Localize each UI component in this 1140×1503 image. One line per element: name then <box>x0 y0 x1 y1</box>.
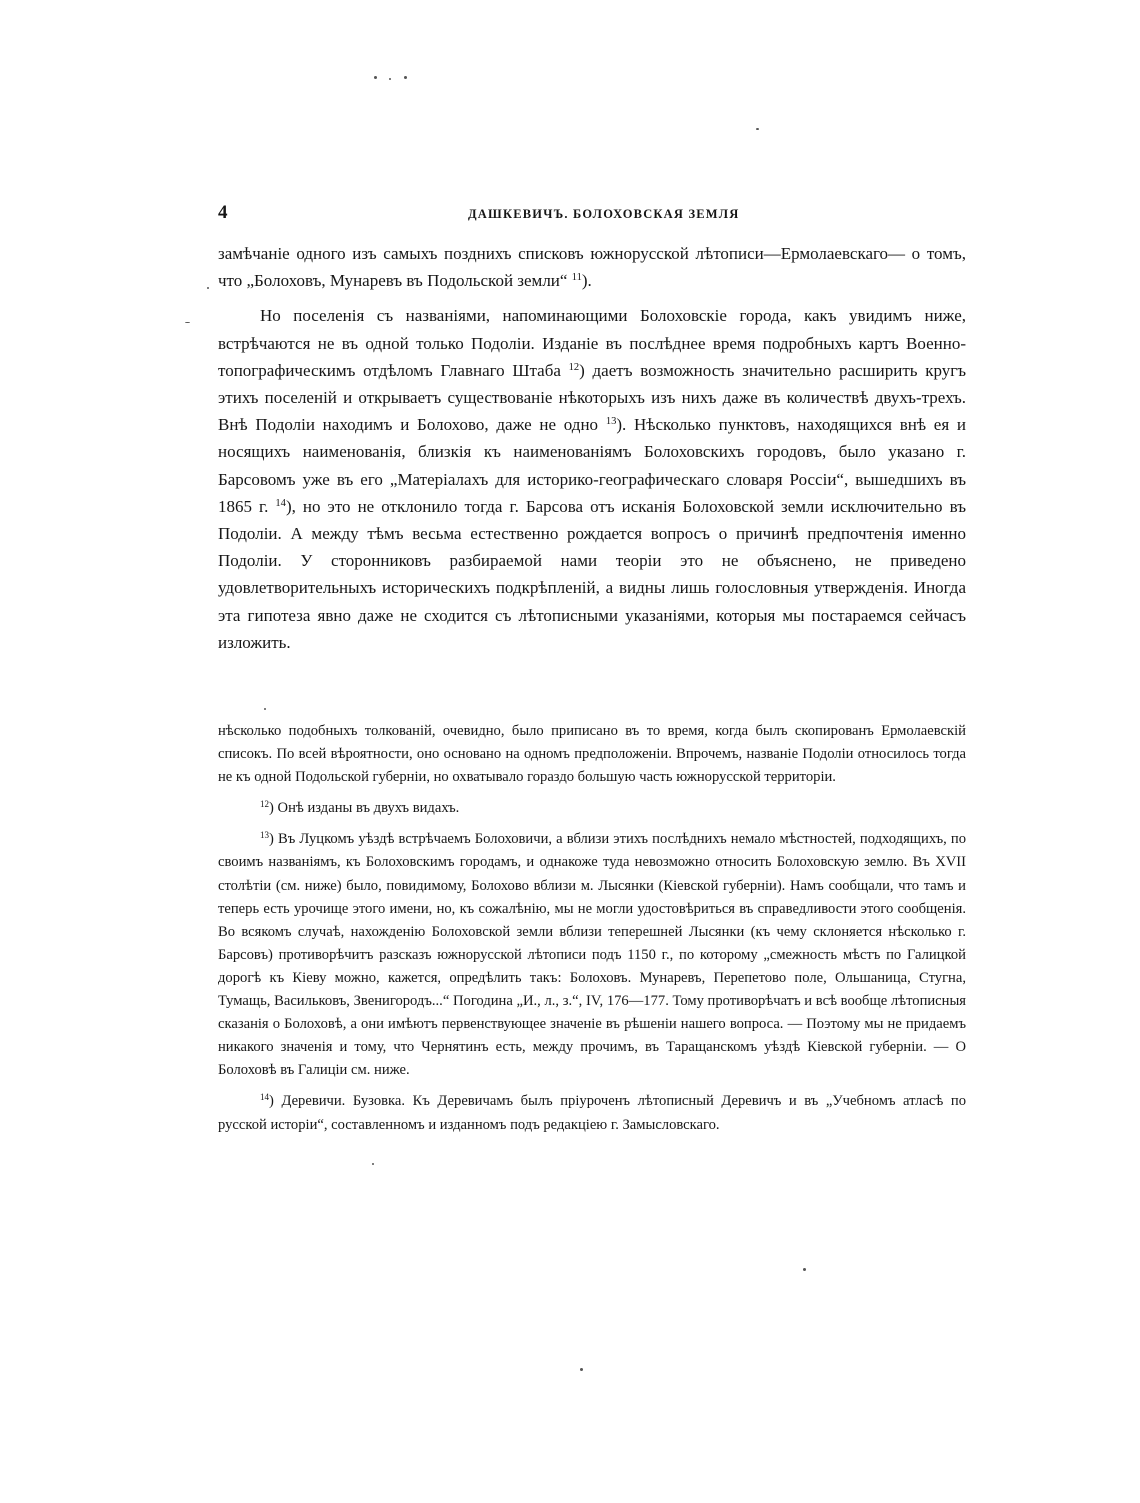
paragraph-2-text-d: ), но это не отклонило тогда г. Барсова отъ исканія Болоховской земли исключительно въ Подоліи. А между тѣмъ весьма естественно рождается вопросъ о причинѣ предпочтенія именно Подоліи. У сторонниковъ разбираемой нами теоріи это не объяснено, не приведено удовлетворительныхъ историческихъ подкрѣпленій, а видны лишь голословныя утвержденія. Иногда эта гипотеза явно даже не сходится съ лѣтописными указаніями, которыя мы постараемся сейчасъ изложить. <box>218 496 966 652</box>
scan-speck <box>580 1368 583 1371</box>
scan-speck <box>803 1268 806 1271</box>
footnote-mark-14: 14 <box>260 1092 270 1103</box>
scan-speck <box>372 1163 374 1165</box>
footnote-ref-12: 12 <box>568 362 580 374</box>
paragraph-2-text-c: ). Нѣсколько пунктовъ, находящихся внѣ ея и носящихъ наименованія, близкія къ наименованіямъ Болоховскихъ городовъ, было указано г. Барсовомъ уже въ его „Матеріалахъ для историко-географическаго словаря Россіи“, вышедшихъ въ 1865 г. <box>218 415 967 516</box>
scan-speck <box>185 322 190 323</box>
paragraph-1 <box>218 240 966 294</box>
footnote-ref-14: 14 <box>275 498 286 510</box>
footnote-12 <box>218 797 966 820</box>
scan-speck <box>207 287 209 289</box>
page-header <box>218 202 968 228</box>
footnote-mark-13: 13 <box>260 830 270 841</box>
paragraph-2-text-a: Но поселенія съ названіями, напоминающими Болоховскіе города, какъ увидимъ ниже, встрѣчаются не въ одной только Подоліи. Изданіе въ послѣднее время подробныхъ картъ Военно-топографическимъ отдѣломъ Главнаго Штаба <box>218 306 966 380</box>
scan-speck <box>756 128 759 130</box>
paragraph-2 <box>218 302 966 656</box>
footnote-ref-11: 11 <box>571 272 582 284</box>
running-head: ДАШКЕВИЧЪ. БОЛОХОВСКАЯ ЗЕМЛЯ <box>468 207 740 221</box>
footnote-11-continuation: нѣсколько подобныхъ толкованій, очевидно, было приписано въ то время, когда былъ скопированъ Ермолаевскій списокъ. По всей вѣроятности, оно основано на одномъ предположеніи. Впрочемъ, названіе Подоліи относилось тогда не къ одной Подольской губерніи, но охватывало гораздо большую часть южнорусской территоріи. <box>218 723 966 786</box>
page-number: 4 <box>218 202 228 223</box>
paragraph-2-text-b: ) даетъ возможность значительно расширить кругъ этихъ поселеній и открываетъ существованіе нѣкоторыхъ изъ нихъ даже въ количествѣ двухъ-трехъ. Внѣ Подоліи находимъ и Болохово, даже не одно <box>218 360 967 435</box>
paragraph-1-text-b: ). <box>581 271 592 291</box>
footnote-14 <box>218 1090 966 1136</box>
scan-speck <box>264 708 266 710</box>
footnote-ref-13: 13 <box>605 416 617 428</box>
footnote-13 <box>218 828 966 1082</box>
footnote-13-text: ) Въ Луцкомъ уѣздѣ встрѣчаемъ Болоховичи, а вблизи этихъ послѣднихъ немало мѣстностей, подходящихъ, по своимъ названіямъ, къ Болоховскимъ городамъ, и однакоже туда невозможно относить Болоховскую землю. Въ XVII столѣтіи (см. ниже) было, повидимому, Болохово вблизи м. Лысянки (Кіевской губерніи). Намъ сообщали, что тамъ и теперь есть урочище этого имени, но, къ сожалѣнію, мы не могли удостовѣриться въ справедливости этого сообщенія. Во всякомъ случаѣ, нахожденію Болоховской земли вблизи теперешней Лысянки (къ чему склоняется нѣсколько г. Барсовъ) противорѣчитъ разсказъ южнорусской лѣтописи подъ 1150 г., по которому „смежность мѣстъ по Галицкой дорогѣ къ Кіеву можно, кажется, опредѣлить такъ: Болоховъ. Мунаревъ, Перепетово поле, Ольшаница, Стугна, Тумащь, Васильковъ, Звенигородъ...“ Погодина „И., л., з.“, IV, 176—177. Тому противорѣчатъ и всѣ вообще лѣтописныя сказанія о Болоховѣ, а они имѣютъ первенствующее значеніе въ рѣшеніи нашего вопроса. — Поэтому мы не придаемъ никакого значенія и тому, что Чернятинъ есть, между прочимъ, въ Таращанскомъ уѣздѣ Кіевской губерніи. — О Болоховѣ въ Галиціи см. ниже. <box>218 831 966 1079</box>
footnote-14-text: ) Деревичи. Бузовка. Къ Деревичамъ былъ пріуроченъ лѣтописный Деревичъ и въ „Учебномъ атласѣ по русской исторіи“, составленномъ и изданномъ подъ редакціею г. Замысловскаго. <box>218 1093 966 1133</box>
footnote-12-text: ) Онѣ изданы въ двухъ видахъ. <box>269 800 460 817</box>
main-text <box>218 240 966 656</box>
paragraph-1-text-a: замѣчаніе одного изъ самыхъ позднихъ списковъ южнорусской лѣтописи—Ермолаевскаго— о томъ, что „Болоховъ, Мунаревъ въ Подольской земли“ <box>218 244 966 291</box>
scan-speck <box>389 78 391 80</box>
footnotes <box>218 720 966 1137</box>
scan-speck <box>404 76 407 79</box>
footnote-mark-12: 12 <box>260 799 270 810</box>
scan-speck <box>374 76 377 79</box>
